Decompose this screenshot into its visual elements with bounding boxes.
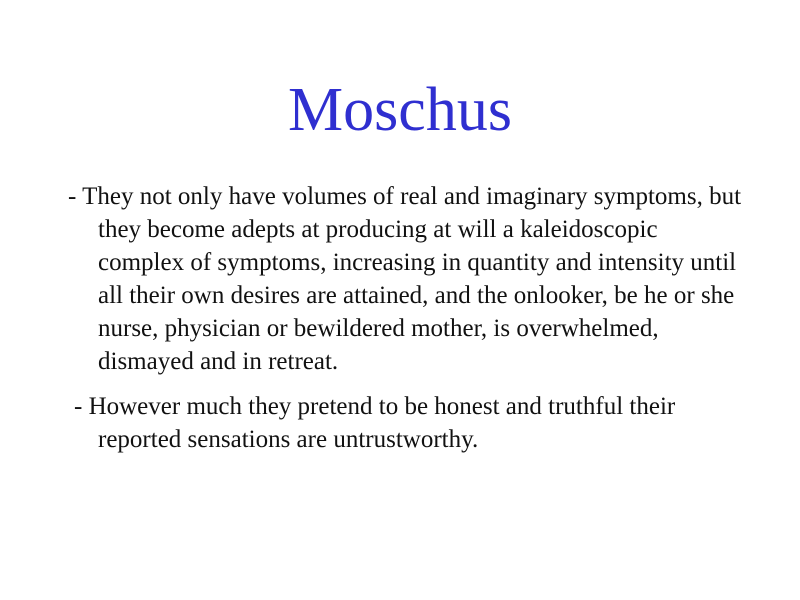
slide-body — [68, 180, 748, 468]
paragraph-2: - However much they pretend to be honest and truthful their reported sensations are untrustworthy. — [74, 393, 676, 453]
paragraph-1: - They not only have volumes of real and imaginary symptoms, but they become adepts at producing at will a kaleidoscopic complex of symptoms, increasing in quantity and intensity until all their own desires are attained, and the onlooker, be he or she nurse, physician or bewildered mother, is overwhelmed, dismayed and in retreat. — [68, 183, 742, 375]
slide-title: Moschus — [288, 76, 512, 144]
